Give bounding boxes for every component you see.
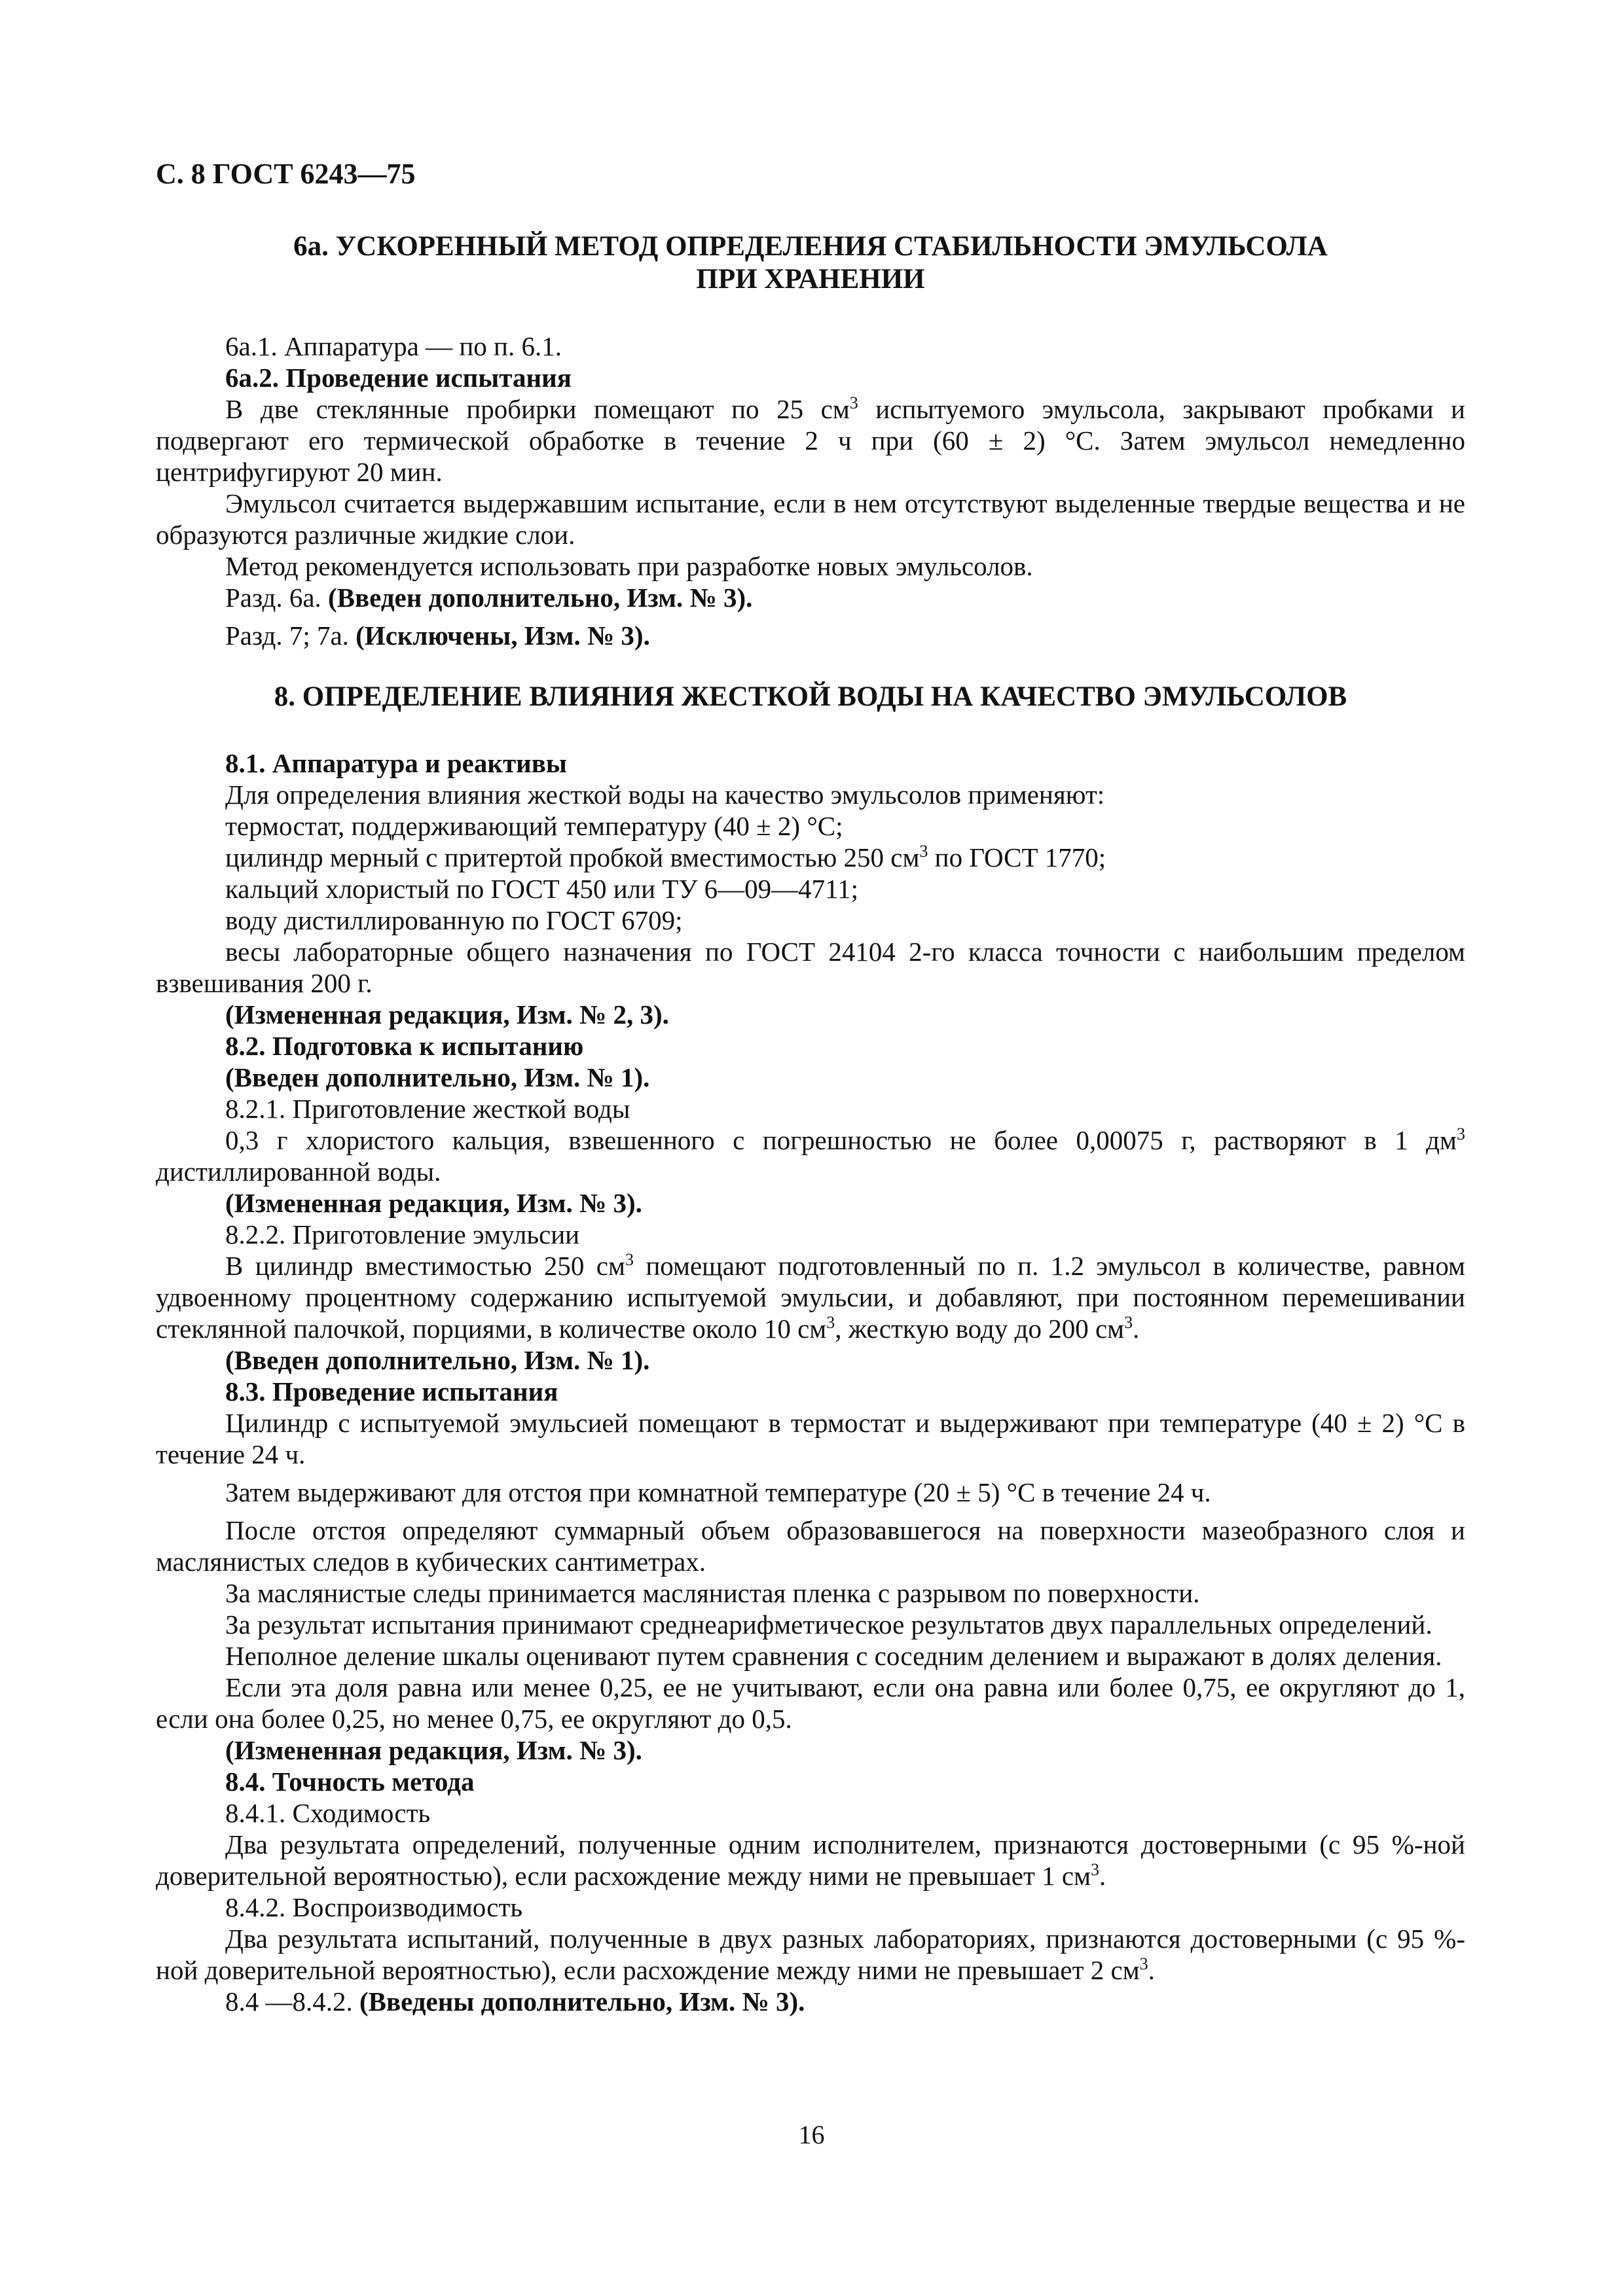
paragraph-8-4-1-text: Два результата определений, полученные одним исполнителем, признаются достоверными (с 95 %-ной доверительной вероятностью), если расхождение между ними не превышает 1 $см^3$. xyxy=(156,1829,1465,1891)
paragraph-8-1-scales: весы лабораторные общего назначения по ГОСТ 24104 2-го класса точности с наибольшим пределом взвешивания 200 г. xyxy=(156,937,1465,998)
paragraph-6a-2-text: В две стеклянные пробирки помещают по 25 $см^3$ испытуемого эмульсола, закрывают пробками и подвергают его термической обработке в течение 2 ч при (60 ± 2) °С. Затем эмульсол немедленно центрифугируют 20 мин. xyxy=(156,393,1465,487)
heading-8-3: 8.3. Проведение испытания xyxy=(225,1376,558,1407)
paragraph-8-1-calcium: кальций хлористый по ГОСТ 450 или ТУ 6—09—4711; xyxy=(225,874,859,904)
paragraph-8-1-thermostat: термостат, поддерживающий температуру (40 ± 2) °С; xyxy=(225,811,843,841)
section-6a-body xyxy=(156,331,1465,651)
paragraph-8-2-2-text: В цилиндр вместимостью 250 $см^3$ помещают подготовленный по п. 1.2 эмульсол в количестве, равном удвоенному процентному содержанию испытуемой эмульсии, и добавляют, при постоянном перемешивании стеклянной палочкой, порциями, в количестве около 10 $см^3$, жесткую воду до 200 $см^3$. xyxy=(156,1250,1465,1344)
heading-8-4-2: 8.4.2. Воспроизводимость xyxy=(225,1892,523,1922)
paragraph-8-2-amendment: (Введен дополнительно, Изм. № 1). xyxy=(225,1062,650,1092)
section-8-body xyxy=(156,747,1465,2017)
heading-8-2-2: 8.2.2. Приготовление эмульсии xyxy=(225,1219,580,1249)
section-6a-title-line1: 6а. УСКОРЕННЫЙ МЕТОД ОПРЕДЕЛЕНИЯ СТАБИЛЬНОСТИ ЭМУЛЬСОЛА xyxy=(293,231,1328,262)
paragraph-8-1-intro: Для определения влияния жесткой воды на качество эмульсолов применяют: xyxy=(225,780,1105,810)
paragraph-6a-method: Метод рекомендуется использовать при разработке новых эмульсолов. xyxy=(225,551,1033,581)
heading-6a-2: 6а.2. Проведение испытания xyxy=(225,363,572,393)
paragraph-8-3-traces: За маслянистые следы принимается маслянистая пленка с разрывом по поверхности. xyxy=(225,1578,1200,1608)
section-8-title: 8. ОПРЕДЕЛЕНИЕ ВЛИЯНИЯ ЖЕСТКОЙ ВОДЫ НА КАЧЕСТВО ЭМУЛЬСОЛОВ xyxy=(274,681,1347,712)
heading-8-4: 8.4. Точность метода xyxy=(225,1767,475,1797)
paragraph-8-3-thermostat: Цилиндр с испытуемой эмульсией помещают в термостат и выдерживают при температуре (40 ± 2) °С в течение 24 ч. xyxy=(156,1408,1465,1469)
paragraph-6a-1: 6а.1. Аппаратура — по п. 6.1. xyxy=(225,331,562,361)
page-header: С. 8 ГОСТ 6243—75 xyxy=(156,158,416,190)
paragraph-8-2-1-text: 0,3 г хлористого кальция, взвешенного с погрешностью не более 0,00075 г, растворяют в 1 $дм^3$ дистиллированной воды. xyxy=(156,1124,1465,1187)
heading-8-1: 8.1. Аппаратура и реактивы xyxy=(225,748,567,778)
paragraph-7-excluded: Разд. 7; 7а. (Исключены, Изм. № 3). xyxy=(225,620,650,651)
paragraph-8-3-settle: Затем выдерживают для отстоя при комнатной температуре (20 ± 5) °С в течение 24 ч. xyxy=(225,1477,1211,1507)
paragraph-8-2-1-amendment: (Измененная редакция, Изм. № 3). xyxy=(225,1188,642,1218)
paragraph-8-3-amendment: (Измененная редакция, Изм. № 3). xyxy=(225,1735,642,1765)
page-number: 16 xyxy=(798,2120,825,2149)
paragraph-8-3-rounding: Если эта доля равна или менее 0,25, ее не учитывают, если она равна или более 0,75, ее округляют до 1, если она более 0,25, но менее 0,75, ее округляют до 0,5. xyxy=(156,1672,1465,1734)
paragraph-6a-amendment: Разд. 6а. (Введен дополнительно, Изм. № 3). xyxy=(225,583,753,613)
paragraph-8-1-cylinder: цилиндр мерный с притертой пробкой вместимостью 250 $см^3$ по ГОСТ 1770; xyxy=(225,842,1106,872)
heading-8-2: 8.2. Подготовка к испытанию xyxy=(225,1031,584,1061)
paragraph-6a-criteria: Эмульсол считается выдержавшим испытание, если в нем отсутствуют выделенные твердые вещества и не образуются различные жидкие слои. xyxy=(156,488,1465,550)
paragraph-8-2-2-amendment: (Введен дополнительно, Изм. № 1). xyxy=(225,1345,650,1375)
paragraph-8-1-water: воду дистиллированную по ГОСТ 6709; xyxy=(225,905,683,935)
paragraph-8-3-volume: После отстоя определяют суммарный объем образовавшегося на поверхности мазеобразного слоя и маслянистых следов в кубических сантиметрах. xyxy=(156,1515,1465,1577)
paragraph-8-3-division: Неполное деление шкалы оценивают путем сравнения с соседним делением и выражают в долях деления. xyxy=(225,1641,1442,1671)
heading-8-2-1: 8.2.1. Приготовление жесткой воды xyxy=(225,1094,630,1124)
section-6a-title-line2: ПРИ ХРАНЕНИИ xyxy=(696,264,925,295)
heading-8-4-1: 8.4.1. Сходимость xyxy=(225,1798,431,1828)
paragraph-8-4-2-text: Два результата испытаний, полученные в двух разных лабораториях, признаются достоверными (с 95 %-ной доверительной вероятностью), если расхождение между ними не превышает 2 $см^3$. xyxy=(156,1924,1465,1985)
paragraph-8-1-amendment: (Измененная редакция, Изм. № 2, 3). xyxy=(225,999,669,1030)
paragraph-8-4-amendment: 8.4 —8.4.2. (Введены дополнительно, Изм. № 3). xyxy=(225,1986,805,2017)
paragraph-8-3-result: За результат испытания принимают среднеарифметическое результатов двух параллельных определений. xyxy=(225,1609,1432,1640)
section-6a-title xyxy=(156,230,1465,296)
